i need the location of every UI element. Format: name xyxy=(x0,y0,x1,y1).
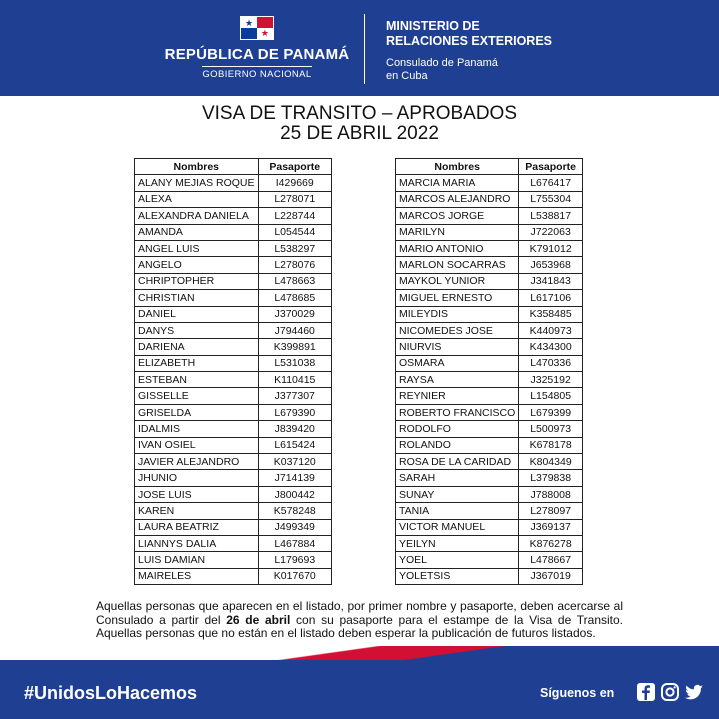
person-name: MARLON SOCARRAS xyxy=(396,257,519,273)
table-row xyxy=(135,535,332,551)
passport-number: J341843 xyxy=(519,273,583,289)
note-text-2: con su pasaporte para el estampe de la Visa de Transito. Aquellas personas que no están en el listado deben esperar la publicación de futuros listados. xyxy=(96,612,623,640)
person-name: ESTEBAN xyxy=(135,372,259,388)
follow-label: Síguenos en xyxy=(540,686,615,700)
person-name: GRISELDA xyxy=(135,404,259,420)
passport-number: J714139 xyxy=(258,470,331,486)
passport-number: J839420 xyxy=(258,421,331,437)
table-row xyxy=(135,191,332,207)
passport-number: L615424 xyxy=(258,437,331,453)
page-title xyxy=(0,104,719,144)
table-row xyxy=(396,273,583,289)
table-row xyxy=(396,191,583,207)
passport-number: L054544 xyxy=(258,224,331,240)
person-name: ALEXA xyxy=(135,191,259,207)
person-name: ANGELO xyxy=(135,257,259,273)
table-row xyxy=(135,322,332,338)
passport-number: K358485 xyxy=(519,306,583,322)
person-name: MARILYN xyxy=(396,224,519,240)
person-name: MIGUEL ERNESTO xyxy=(396,290,519,306)
twitter-icon[interactable] xyxy=(684,682,704,702)
table-row xyxy=(396,568,583,584)
passport-number: L278097 xyxy=(519,503,583,519)
person-name: OSMARA xyxy=(396,355,519,371)
passport-number: K876278 xyxy=(519,535,583,551)
passport-number: J377307 xyxy=(258,388,331,404)
table-row xyxy=(396,175,583,191)
table-row xyxy=(396,552,583,568)
table-header-row xyxy=(135,159,332,175)
table-row xyxy=(396,437,583,453)
passport-number: K804349 xyxy=(519,454,583,470)
person-name: ELIZABETH xyxy=(135,355,259,371)
passport-number: J722063 xyxy=(519,224,583,240)
table-row xyxy=(396,388,583,404)
table-row xyxy=(396,535,583,551)
header-divider xyxy=(364,14,365,84)
person-name: LAURA BEATRIZ xyxy=(135,519,259,535)
person-name: DANYS xyxy=(135,322,259,338)
passport-number: J794460 xyxy=(258,322,331,338)
person-name: RAYSA xyxy=(396,372,519,388)
instructions-note xyxy=(96,600,623,641)
person-name: LUIS DAMIAN xyxy=(135,552,259,568)
table-row xyxy=(135,372,332,388)
table-row xyxy=(135,568,332,584)
hashtag: #UnidosLoHacemos xyxy=(24,683,198,703)
passport-number: J499349 xyxy=(258,519,331,535)
person-name: MAIRELES xyxy=(135,568,259,584)
passport-number: L676417 xyxy=(519,175,583,191)
country-name: REPÚBLICA DE PANAMÁ xyxy=(164,46,350,63)
person-name: IDALMIS xyxy=(135,421,259,437)
passport-number: J788008 xyxy=(519,486,583,502)
person-name: SARAH xyxy=(396,470,519,486)
passport-number: L470336 xyxy=(519,355,583,371)
column-header-names: Nombres xyxy=(135,159,259,175)
passport-number: K578248 xyxy=(258,503,331,519)
table-row xyxy=(135,503,332,519)
table-row xyxy=(135,339,332,355)
person-name: CHRISTIAN xyxy=(135,290,259,306)
table-row xyxy=(135,240,332,256)
passport-number: L478663 xyxy=(258,273,331,289)
passport-number: K399891 xyxy=(258,339,331,355)
person-name: MARCOS ALEJANDRO xyxy=(396,191,519,207)
instagram-icon[interactable] xyxy=(660,682,680,702)
table-row xyxy=(396,339,583,355)
government-label: GOBIERNO NACIONAL xyxy=(202,66,311,80)
table-row xyxy=(396,404,583,420)
person-name: YOEL xyxy=(396,552,519,568)
person-name: ANGEL LUIS xyxy=(135,240,259,256)
left-visa-table xyxy=(134,158,332,585)
table-header-row xyxy=(396,159,583,175)
passport-number: L617106 xyxy=(519,290,583,306)
table-row xyxy=(135,421,332,437)
table-row xyxy=(396,372,583,388)
ministry-line-2: RELACIONES EXTERIORES xyxy=(386,34,552,48)
table-row xyxy=(396,322,583,338)
ministry-block xyxy=(386,19,552,83)
passport-number: L538817 xyxy=(519,208,583,224)
passport-number: L179693 xyxy=(258,552,331,568)
table-row xyxy=(135,224,332,240)
person-name: IVAN OSIEL xyxy=(135,437,259,453)
passport-number: K440973 xyxy=(519,322,583,338)
person-name: MARCIA MARIA xyxy=(396,175,519,191)
table-row xyxy=(135,355,332,371)
passport-number: L755304 xyxy=(519,191,583,207)
table-row xyxy=(396,290,583,306)
passport-number: L478667 xyxy=(519,552,583,568)
table-row xyxy=(396,355,583,371)
column-header-passport: Pasaporte xyxy=(258,159,331,175)
passport-number: K434300 xyxy=(519,339,583,355)
table-row xyxy=(396,306,583,322)
passport-number: L679399 xyxy=(519,404,583,420)
passport-number: L379838 xyxy=(519,470,583,486)
consulate-line-2: en Cuba xyxy=(386,70,428,82)
facebook-icon[interactable] xyxy=(636,682,656,702)
person-name: ALANY MEJIAS ROQUE xyxy=(135,175,259,191)
person-name: ROSA DE LA CARIDAD xyxy=(396,454,519,470)
table-row xyxy=(396,240,583,256)
passport-number: I429669 xyxy=(258,175,331,191)
passport-number: L500973 xyxy=(519,421,583,437)
person-name: JHUNIO xyxy=(135,470,259,486)
table-row xyxy=(135,454,332,470)
title-line-2: 25 DE ABRIL 2022 xyxy=(280,123,439,144)
passport-number: L531038 xyxy=(258,355,331,371)
table-row xyxy=(135,519,332,535)
government-logo xyxy=(162,16,352,82)
person-name: SUNAY xyxy=(396,486,519,502)
person-name: JAVIER ALEJANDRO xyxy=(135,454,259,470)
table-row xyxy=(396,454,583,470)
person-name: GISSELLE xyxy=(135,388,259,404)
passport-number: J653968 xyxy=(519,257,583,273)
passport-number: K791012 xyxy=(519,240,583,256)
person-name: CHRIPTOPHER xyxy=(135,273,259,289)
person-name: NIURVIS xyxy=(396,339,519,355)
table-row xyxy=(135,388,332,404)
table-row xyxy=(135,273,332,289)
person-name: MARIO ANTONIO xyxy=(396,240,519,256)
passport-number: L478685 xyxy=(258,290,331,306)
table-row xyxy=(135,257,332,273)
table-row xyxy=(135,175,332,191)
panama-flag-icon: ★ ★ xyxy=(240,16,274,40)
person-name: JOSE LUIS xyxy=(135,486,259,502)
passport-number: L154805 xyxy=(519,388,583,404)
passport-number: L538297 xyxy=(258,240,331,256)
passport-number: L278076 xyxy=(258,257,331,273)
person-name: YEILYN xyxy=(396,535,519,551)
passport-number: J800442 xyxy=(258,486,331,502)
person-name: ROBERTO FRANCISCO xyxy=(396,404,519,420)
passport-number: J367019 xyxy=(519,568,583,584)
person-name: YOLETSIS xyxy=(396,568,519,584)
column-header-names: Nombres xyxy=(396,159,519,175)
table-row xyxy=(135,437,332,453)
table-row xyxy=(135,404,332,420)
passport-number: J370029 xyxy=(258,306,331,322)
person-name: TANIA xyxy=(396,503,519,519)
person-name: VICTOR MANUEL xyxy=(396,519,519,535)
table-row xyxy=(135,208,332,224)
passport-number: L228744 xyxy=(258,208,331,224)
person-name: MAYKOL YUNIOR xyxy=(396,273,519,289)
person-name: MILEYDIS xyxy=(396,306,519,322)
passport-number: K017670 xyxy=(258,568,331,584)
passport-number: J325192 xyxy=(519,372,583,388)
table-row xyxy=(396,470,583,486)
table-row xyxy=(396,257,583,273)
table-row xyxy=(135,306,332,322)
passport-number: K037120 xyxy=(258,454,331,470)
person-name: ROLANDO xyxy=(396,437,519,453)
table-row xyxy=(396,224,583,240)
person-name: AMANDA xyxy=(135,224,259,240)
person-name: ALEXANDRA DANIELA xyxy=(135,208,259,224)
header-banner xyxy=(0,0,719,96)
table-row xyxy=(135,552,332,568)
note-text-1: Aquellas personas que aparecen en el listado, por primer nombre y pasaporte, deben acercarse al Consulado a partir del xyxy=(96,599,623,627)
person-name: DANIEL xyxy=(135,306,259,322)
passport-number: K110415 xyxy=(258,372,331,388)
title-line-1: VISA DE TRANSITO – APROBADOS xyxy=(201,103,517,124)
passport-number: K678178 xyxy=(519,437,583,453)
table-row xyxy=(396,486,583,502)
consulate-line-1: Consulado de Panamá xyxy=(386,57,498,69)
person-name: KAREN xyxy=(135,503,259,519)
person-name: LIANNYS DALIA xyxy=(135,535,259,551)
table-row xyxy=(396,421,583,437)
passport-number: L467884 xyxy=(258,535,331,551)
table-row xyxy=(135,290,332,306)
passport-number: J369137 xyxy=(519,519,583,535)
table-row xyxy=(135,470,332,486)
person-name: MARCOS JORGE xyxy=(396,208,519,224)
person-name: DARIENA xyxy=(135,339,259,355)
table-row xyxy=(396,519,583,535)
person-name: RODOLFO xyxy=(396,421,519,437)
passport-number: L679390 xyxy=(258,404,331,420)
person-name: REYNIER xyxy=(396,388,519,404)
table-row xyxy=(396,503,583,519)
table-row xyxy=(396,208,583,224)
person-name: NICOMEDES JOSE xyxy=(396,322,519,338)
ministry-line-1: MINISTERIO DE xyxy=(386,19,480,33)
right-visa-table xyxy=(395,158,583,585)
passport-number: L278071 xyxy=(258,191,331,207)
note-date: 26 de abril xyxy=(226,612,291,627)
table-row xyxy=(135,486,332,502)
column-header-passport: Pasaporte xyxy=(519,159,583,175)
